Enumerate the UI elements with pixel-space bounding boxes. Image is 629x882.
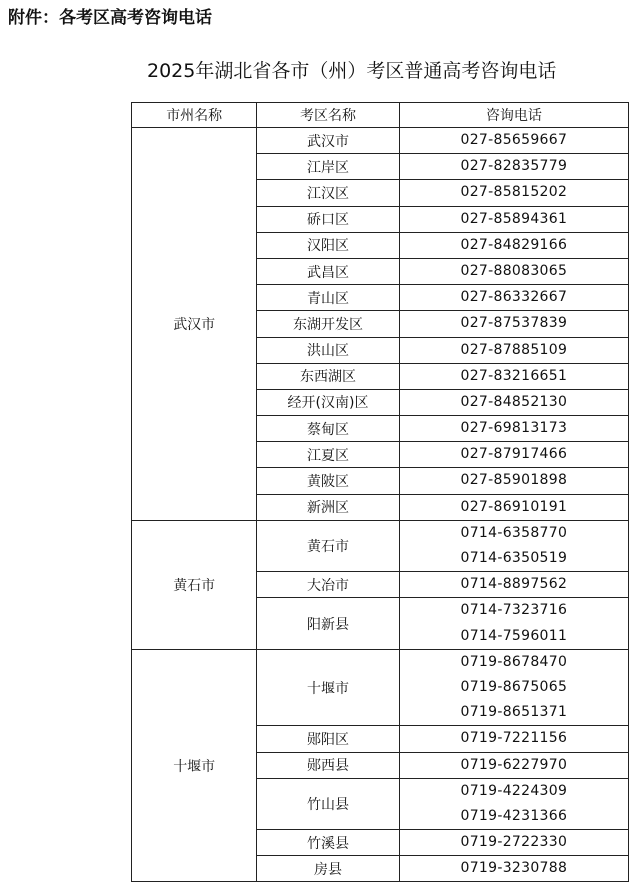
phone-cell [399,154,628,180]
phone-cell [399,726,628,752]
table-row [132,649,629,726]
district-name-cell: 阳新县 [257,598,399,649]
phone-number: 0714-7323716 [460,602,568,619]
phone-number: 027-84852130 [460,393,568,410]
header-phone: 咨询电话 [399,103,628,128]
phone-cell [399,442,628,468]
district-name-cell: 新洲区 [257,494,399,520]
table-header-row [132,103,629,128]
phone-number: 027-83216651 [460,367,568,384]
phone-number: 0714-8897562 [460,576,568,593]
phone-number: 027-85659667 [460,132,568,148]
phone-cell [399,468,628,494]
phone-cell [399,128,628,154]
header-city: 市州名称 [132,103,257,128]
phone-number: 027-85894361 [460,210,568,227]
phone-number: 0719-4224309 [460,782,568,799]
phone-number: 027-86332667 [460,289,568,306]
phone-number: 027-88083065 [460,262,568,279]
phone-cell [399,285,628,311]
district-name-cell: 江夏区 [257,442,399,468]
phone-cell [399,337,628,363]
city-name-cell: 武汉市 [132,128,257,521]
phone-number: 027-69813173 [460,420,568,437]
phone-cell [399,856,628,882]
document-title: 2025年湖北省各市（州）考区普通高考咨询电话 [147,60,557,82]
phone-number: 0719-2722330 [460,834,568,851]
district-name-cell: 黄石市 [257,520,399,571]
district-name-cell: 房县 [257,856,399,882]
phone-cell [399,752,628,778]
district-name-cell: 东湖开发区 [257,311,399,337]
phone-number: 0719-7221156 [460,730,568,747]
phone-number: 0714-6350519 [460,550,568,566]
district-name-cell: 东西湖区 [257,363,399,389]
district-name-cell: 武汉市 [257,128,399,154]
table-row [132,128,629,154]
district-name-cell: 竹溪县 [257,830,399,856]
phone-cell [399,778,628,829]
district-name-cell: 洪山区 [257,337,399,363]
district-name-cell: 大冶市 [257,572,399,598]
city-name-cell: 十堰市 [132,649,257,882]
phone-cell [399,830,628,856]
phone-cell [399,206,628,232]
phone-cell [399,572,628,598]
district-name-cell: 青山区 [257,285,399,311]
table-row [132,520,629,571]
phone-number: 027-84829166 [460,236,568,253]
phone-cell [399,416,628,442]
district-name-cell: 硚口区 [257,206,399,232]
phone-number: 027-82835779 [460,158,568,175]
city-name-cell: 黄石市 [132,520,257,649]
phone-number: 027-87885109 [460,341,568,358]
phone-number: 0714-7596011 [460,627,568,644]
phone-cell [399,363,628,389]
district-name-cell: 黄陂区 [257,468,399,494]
district-name-cell: 竹山县 [257,778,399,829]
district-name-cell: 蔡甸区 [257,416,399,442]
phone-number: 0719-8678470 [460,653,568,670]
phone-number: 027-86910191 [460,498,568,515]
district-name-cell: 郧阳区 [257,726,399,752]
phone-cell [399,598,628,649]
phone-cell [399,520,628,571]
phone-cell [399,649,628,726]
phone-cell [399,389,628,415]
phone-number: 0719-8675065 [460,678,568,695]
phone-number: 027-85815202 [460,184,568,201]
district-name-cell: 江岸区 [257,154,399,180]
district-name-cell: 汉阳区 [257,232,399,258]
district-name-cell: 十堰市 [257,649,399,726]
table-body [132,128,629,882]
phone-number: 0719-3230788 [460,860,568,877]
phone-cell [399,258,628,284]
phone-cell [399,232,628,258]
phone-number: 0714-6358770 [460,524,568,541]
contact-table [131,102,629,882]
phone-number: 027-87917466 [460,446,568,463]
district-name-cell: 武昌区 [257,258,399,284]
phone-number: 0719-8651371 [460,704,568,721]
phone-number: 027-87537839 [460,315,568,332]
district-name-cell: 郧西县 [257,752,399,778]
phone-cell [399,311,628,337]
attachment-label: 附件：各考区高考咨询电话 [8,8,212,28]
phone-number: 0719-6227970 [460,756,568,773]
district-name-cell: 江汉区 [257,180,399,206]
phone-number: 027-85901898 [460,472,568,489]
district-name-cell: 经开(汉南)区 [257,389,399,415]
header-district: 考区名称 [257,103,399,128]
phone-cell [399,494,628,520]
phone-number: 0719-4231366 [460,807,568,824]
phone-cell [399,180,628,206]
